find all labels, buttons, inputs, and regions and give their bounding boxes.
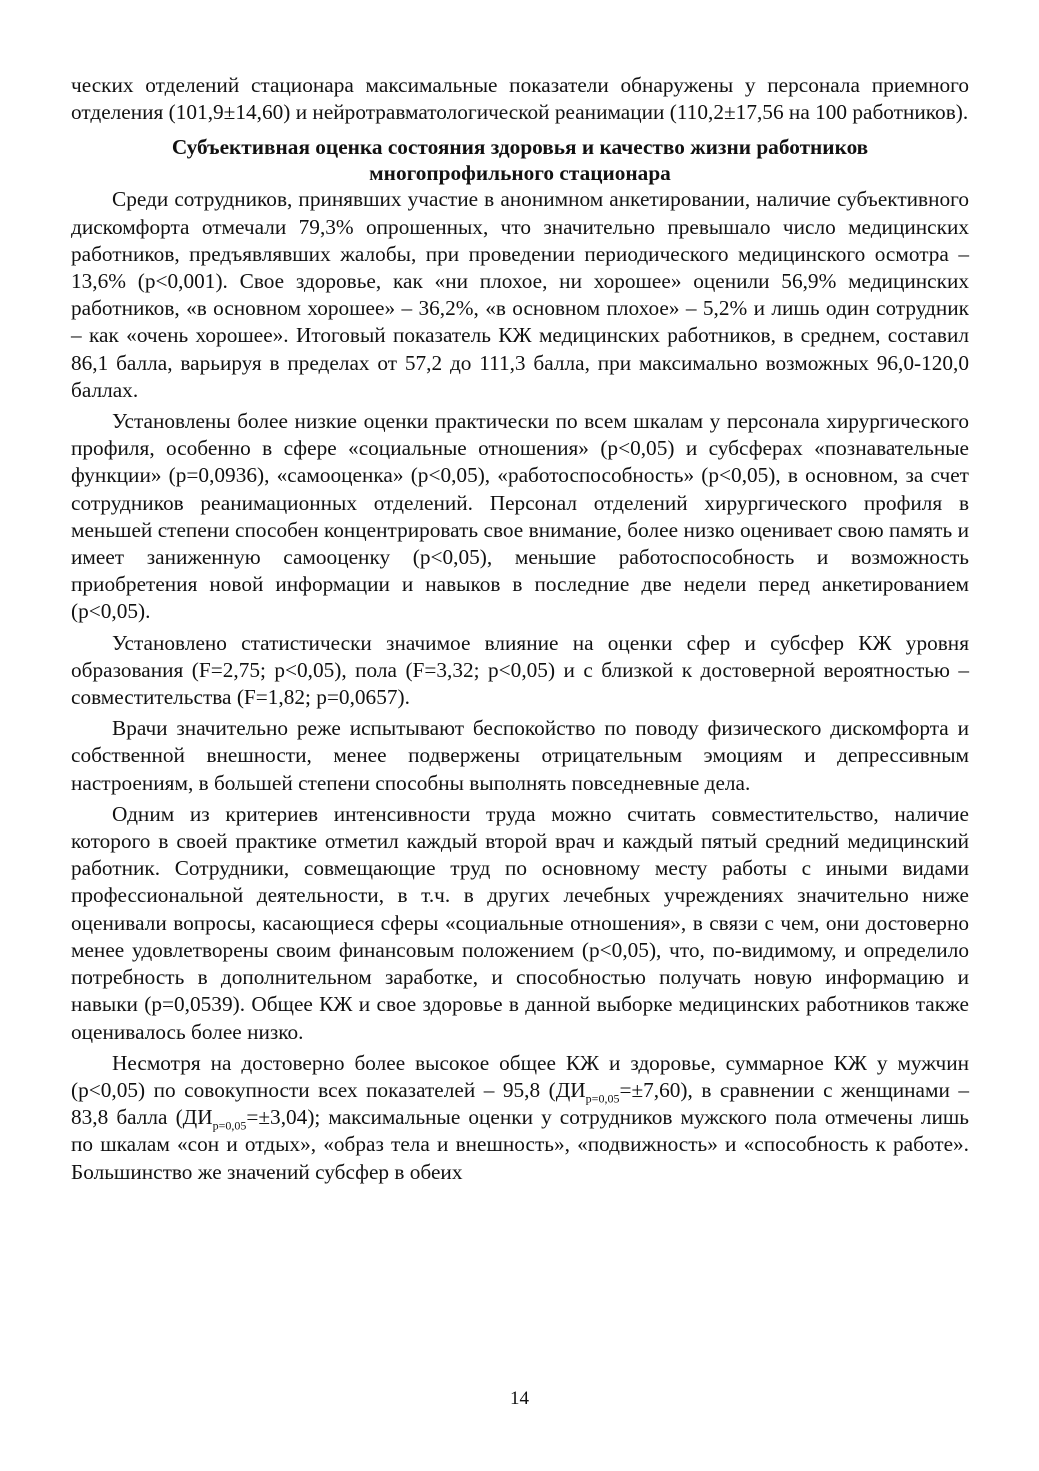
document-page (71, 72, 969, 1186)
continuation-paragraph: ческих отделений стационара максимальные показатели обнаружены у персонала приемного отделения (101,9±14,60) и нейротравматологической реанимации (110,2±17,56 на 100 работников). (71, 73, 969, 125)
body-paragraph-6-part-3: =±3,04); максимальные оценки у сотрудников мужского пола отмечены лишь по шкалам «сон и отдых», «образ тела и внешность», «подвижность» и «способность к работе». Большинство же значений субсфер в обеих (71, 1105, 969, 1184)
body-paragraph-6 (71, 1050, 969, 1186)
section-heading-line-1: Субъективная оценка состояния здоровья и качество жизни работников (171, 135, 869, 160)
body-paragraph-4: Врачи значительно реже испытывают беспокойство по поводу физического дискомфорта и собственной внешности, менее подвержены отрицательным эмоциям и депрессивным настроениям, в большей степени способны выполнять повседневные дела. (71, 716, 969, 795)
section-heading (71, 134, 969, 186)
section-heading-line-2: многопрофильного стационара (369, 161, 671, 186)
body-paragraph-5: Одним из критериев интенсивности труда можно считать совместительство, наличие которого в своей практике отметил каждый второй врач и каждый пятый средний медицинский работник. Сотрудники, совмещающие труд по основному месту работы с иными видами профессиональной деятельности, в т.ч. в других лечебных учреждениях значительно ниже оценивали вопросы, касающиеся сферы «социальные отношения», в связи с чем, они достоверно менее удовлетворены своим финансовым положением (р<0,05), что, по-видимому, и определило потребность в дополнительном заработке, и способностью получать новую информацию и навыки (р=0,0539). Общее КЖ и свое здоровье в данной выборке медицинских работников также оценивалось более низко. (71, 801, 969, 1044)
page-number: 14 (510, 1388, 529, 1409)
body-paragraph-3: Установлено статистически значимое влияние на оценки сфер и субсфер КЖ уровня образования (F=2,75; р<0,05), пола (F=3,32; р<0,05) и с близкой к достоверной вероятностью – совместительства (F=1,82; р=0,0657). (71, 630, 969, 710)
body-paragraph-1: Среди сотрудников, принявших участие в анонимном анкетировании, наличие субъективного дискомфорта отмечали 79,3% опрошенных, что значительно превышало число медицинских работников, предъявлявших жалобы, при проведении периодического медицинского осмотра – 13,6% (р<0,001). Свое здоровье, как «ни плохое, ни хорошее» оценили 56,9% медицинских работников, «в основном хорошее» – 36,2%, «в основном плохое» – 5,2% и лишь один сотрудник – как «очень хорошее». Итоговый показатель КЖ медицинских работников, в среднем, составил 86,1 балла, варьируя в пределах от 57,2 до 111,3 балла, при максимально возможных 96,0-120,0 баллах. (71, 187, 969, 402)
confidence-interval-subscript-1: р=0,05 (585, 1091, 620, 1106)
confidence-interval-subscript-2: р=0,05 (212, 1118, 247, 1133)
body-paragraph-6-part-1: Несмотря на достоверно более высокое общее КЖ и здоровье, суммарное КЖ у мужчин (р<0,05) по совокупности всех показателей – 95,8 (ДИ (71, 1050, 969, 1102)
body-paragraph-2: Установлены более низкие оценки практически по всем шкалам у персонала хирургического профиля, особенно в сфере «социальные отношения» (р<0,05) и субсферах «познавательные функции» (р=0,0936), «самооценка» (р<0,05), «работоспособность» (р<0,05), в основном, за счет сотрудников реанимационных отделений. Персонал отделений хирургического профиля в меньшей степени способен концентрировать свое внимание, более низко оценивает свою память и имеет заниженную самооценку (р<0,05), меньшие работоспособность и возможность приобретения новой информации и навыков в последние две недели перед анкетированием (р<0,05). (71, 409, 969, 624)
body-paragraph-6-part-2: =±7,60), в сравнении с женщинами – 83,8 балла (ДИ (71, 1077, 969, 1130)
